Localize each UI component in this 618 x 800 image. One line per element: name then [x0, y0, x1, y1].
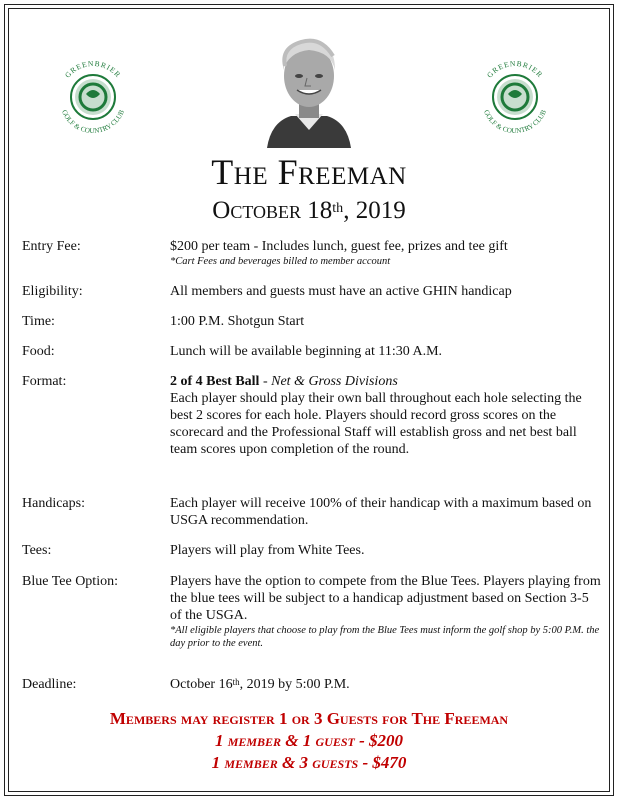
- event-title: The Freeman: [211, 152, 407, 192]
- time-value: 1:00 P.M. Shotgun Start: [170, 314, 305, 329]
- food-value: Lunch will be available beginning at 11:30 A.M.: [170, 344, 443, 359]
- handicaps-value: Each player will receive 100% of their handicap with a maximum based on USGA recommendation.: [170, 496, 592, 528]
- format-value-block: [170, 373, 602, 458]
- promo-option-one: 1 member & 1 guest - $200: [214, 731, 404, 750]
- svg-text:GREENBRIER: [485, 59, 545, 80]
- logo-top-text-right: GREENBRIER: [485, 58, 545, 80]
- format-value: Each player should play their own ball throughout each hole selecting the best 2 scores for each hole. Players should record gross scores on the scorecard and the Professional Staff will establish gross and net best ball team scores upon completion of the round.: [170, 391, 582, 457]
- blue-tee-note: *All eligible players that choose to play from the Blue Tees must inform the golf shop by 5:00 P.M. the day prior to the event.: [170, 625, 600, 649]
- logo-top-text-left: GREENBRIER: [63, 58, 123, 80]
- eligibility-label: Eligibility:: [22, 284, 83, 299]
- deadline-value-suffix: , 2019 by 5:00 P.M.: [239, 677, 350, 692]
- event-date-prefix: October 18: [212, 197, 333, 224]
- promo-option-three: 1 member & 3 guests - $470: [211, 753, 407, 772]
- blue-tee-value: Players have the option to compete from the Blue Tees. Players playing from the blue tees will be subject to a handicap adjustment based on Section 3-5 of the USGA.: [170, 574, 601, 623]
- event-date: [0, 196, 618, 226]
- club-logo-right: [474, 56, 556, 138]
- deadline-value-prefix: October 16: [170, 677, 233, 692]
- blue-tee-label: Blue Tee Option:: [22, 574, 118, 589]
- svg-text:GREENBRIER: [63, 59, 123, 80]
- deadline-value: [170, 676, 602, 693]
- logo-bottom-text-left: GOLF & COUNTRY CLUB: [59, 108, 126, 136]
- entry-fee-value-block: [170, 238, 602, 268]
- format-heading: 2 of 4 Best Ball: [170, 374, 260, 389]
- eligibility-value: All members and guests must have an active GHIN handicap: [170, 284, 512, 299]
- tees-label: Tees:: [22, 543, 52, 558]
- tees-value: Players will play from White Tees.: [170, 543, 365, 558]
- format-label: Format:: [22, 374, 67, 389]
- portrait-photo: [261, 26, 357, 148]
- food-label: Food:: [22, 344, 55, 359]
- deadline-label: Deadline:: [22, 677, 77, 692]
- event-date-suffix: , 2019: [343, 197, 406, 224]
- handicaps-label: Handicaps:: [22, 496, 85, 511]
- entry-fee-value: $200 per team - Includes lunch, guest fee, prizes and tee gift: [170, 239, 508, 254]
- event-date-sup: th: [332, 201, 344, 216]
- entry-fee-note: *Cart Fees and beverages billed to member account: [170, 256, 391, 267]
- blue-tee-value-block: [170, 573, 602, 650]
- format-divisions: - Net & Gross Divisions: [259, 374, 398, 389]
- deadline-value-sup: th: [232, 677, 240, 687]
- club-logo-left: [52, 56, 134, 138]
- promo-headline: Members may register 1 or 3 Guests for The Freeman: [109, 709, 509, 728]
- entry-fee-label: Entry Fee:: [22, 239, 81, 254]
- logo-bottom-text-right: GOLF & COUNTRY CLUB: [481, 108, 548, 136]
- time-label: Time:: [22, 314, 55, 329]
